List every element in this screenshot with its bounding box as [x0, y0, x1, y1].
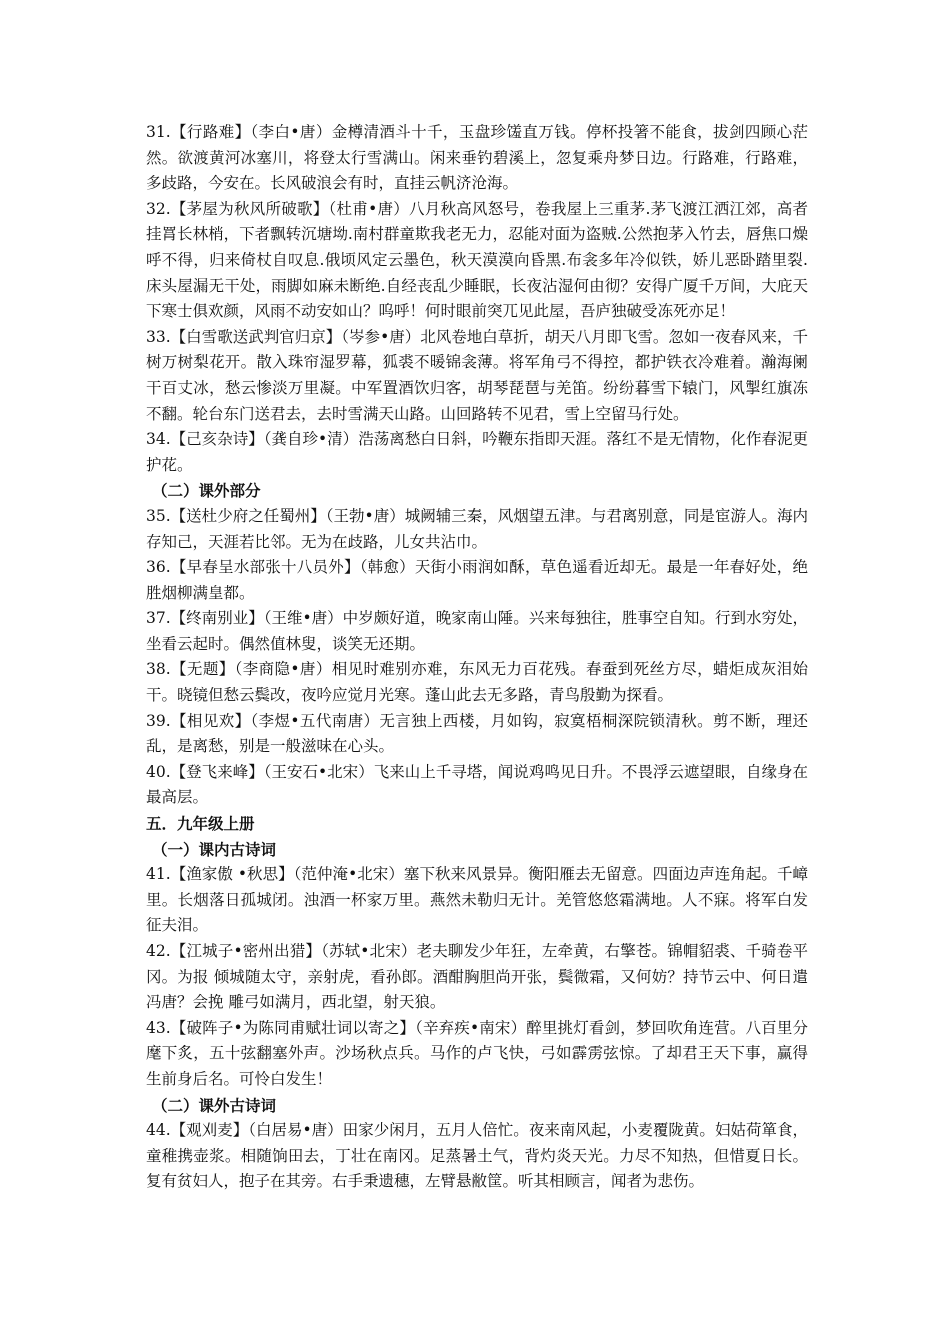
poem-entry-41: 41.【渔家傲 •秋思】（范仲淹•北宋）塞下秋来风景异。衡阳雁去无留意。四面边声连角起。千嶂里。长烟落日孤城闭。浊酒一杯家万里。燕然未勒归无计。羌管悠悠霜满地。人不寐。将军白发征夫泪。 — [146, 865, 808, 935]
subheading-extracurricular: （二）课外部分 — [152, 481, 261, 501]
poem-entry-38: 38.【无题】（李商隐•唐）相见时难别亦难，东风无力百花残。春蚕到死丝方尽，蜡炬成灰泪始干。晓镜但愁云鬓改，夜吟应觉月光寒。蓬山此去无多路，青鸟殷勤为探看。 — [146, 660, 808, 705]
poem-entry-31: 31.【行路难】（李白•唐）金樽清酒斗十千，玉盘珍馐直万钱。停杯投箸不能食，拔剑四顾心茫然。欲渡黄河冰塞川，将登太行雪满山。闲来垂钓碧溪上，忽复乘舟梦日边。行路难，行路难，多歧路，今安在。长风破浪会有时，直挂云帆济沧海。 — [146, 123, 808, 193]
document-page — [146, 120, 808, 1195]
subheading-extracurricular-poems: （二）课外古诗词 — [152, 1095, 277, 1115]
poem-entry-35: 35.【送杜少府之任蜀州】（王勃•唐）城阙辅三秦，风烟望五津。与君离别意，同是宦游人。海内存知己，天涯若比邻。无为在歧路，儿女共沾巾。 — [146, 506, 808, 551]
poem-entry-37: 37.【终南别业】（王维•唐）中岁颇好道，晚家南山陲。兴来每独往，胜事空自知。行到水穷处，坐看云起时。偶然值林叟，谈笑无还期。 — [146, 609, 808, 653]
poem-entry-33: 33.【白雪歌送武判官归京】（岑参•唐）北风卷地白草折，胡天八月即飞雪。忽如一夜春风来，千树万树梨花开。散入珠帘湿罗幕，狐裘不暖锦衾薄。将军角弓不得控，都护铁衣冷难着。瀚海阑干百丈冰，愁云惨淡万里凝。中军置酒饮归客，胡琴琵琶与羌笛。纷纷暮雪下辕门，风掣红旗冻不翻。轮台东门送君去，去时雪满天山路。山回路转不见君，雪上空留马行处。 — [146, 327, 808, 423]
poem-entry-39: 39.【相见欢】（李煜•五代南唐）无言独上西楼，月如钩，寂寞梧桐深院锁清秋。剪不断，理还乱，是离愁，别是一般滋味在心头。 — [146, 711, 808, 756]
poem-entry-40: 40.【登飞来峰】（王安石•北宋）飞来山上千寻塔，闻说鸡鸣见日升。不畏浮云遮望眼，自缘身在最高层。 — [146, 762, 808, 807]
poem-entry-36: 36.【早春呈水部张十八员外】（韩愈）天街小雨润如酥，草色遥看近却无。最是一年春好处，绝胜烟柳满皇都。 — [146, 558, 808, 602]
subheading-in-class: （一）课内古诗词 — [152, 839, 277, 859]
poem-entry-42: 42.【江城子•密州出猎】（苏轼•北宋）老夫聊发少年狂，左牵黄，右擎苍。锦帽貂裘、千骑卷平冈。为报 倾城随太守，亲射虎，看孙郎。酒酣胸胆尚开张，鬓微霜，又何妨？持节云中、何日遣冯唐？会挽 雕弓如满月，西北望，射天狼。 — [146, 942, 808, 1012]
poem-entry-44: 44.【观刈麦】（白居易•唐）田家少闲月，五月人倍忙。夜来南风起，小麦覆陇黄。妇姑荷箪食，童稚携壶浆。相随饷田去，丁壮在南冈。足蒸暑土气，背灼炎天光。力尽不知热，但惜夏日长。复有贫妇人，抱子在其旁。右手秉遗穗，左臂悬敝筐。听其相顾言，闻者为悲伤。 — [146, 1121, 808, 1191]
poem-entry-32: 32.【茅屋为秋风所破歌】（杜甫•唐）八月秋高风怒号，卷我屋上三重茅.茅飞渡江洒江郊，高者挂罥长林梢，下者飘转沉塘坳.南村群童欺我老无力，忍能对面为盗贼.公然抱茅入竹去，唇焦口燥呼不得，归来倚杖自叹息.俄顷风定云墨色，秋天漠漠向昏黑.布衾多年冷似铁，娇儿恶卧踏里裂.床头屋漏无干处，雨脚如麻未断绝.自经丧乱少睡眠，长夜沾湿何由彻？安得广厦千万间，大庇天下寒士俱欢颜，风雨不动安如山？呜呼！何时眼前突兀见此屋，吾庐独破受冻死亦足！ — [146, 199, 808, 321]
poem-entry-34: 34.【己亥杂诗】（龚自珍•清）浩荡离愁白日斜，吟鞭东指即天涯。落红不是无情物，化作春泥更护花。 — [146, 430, 808, 474]
section-heading-grade9-vol1: 五．九年级上册 — [146, 814, 255, 834]
poem-entry-43: 43.【破阵子•为陈同甫赋壮词以寄之】（辛弃疾•南宋）醉里挑灯看剑，梦回吹角连营。八百里分麾下炙，五十弦翻塞外声。沙场秋点兵。马作的卢飞快，弓如霹雳弦惊。了却君王天下事，赢得生前身后名。可怜白发生！ — [146, 1018, 808, 1088]
